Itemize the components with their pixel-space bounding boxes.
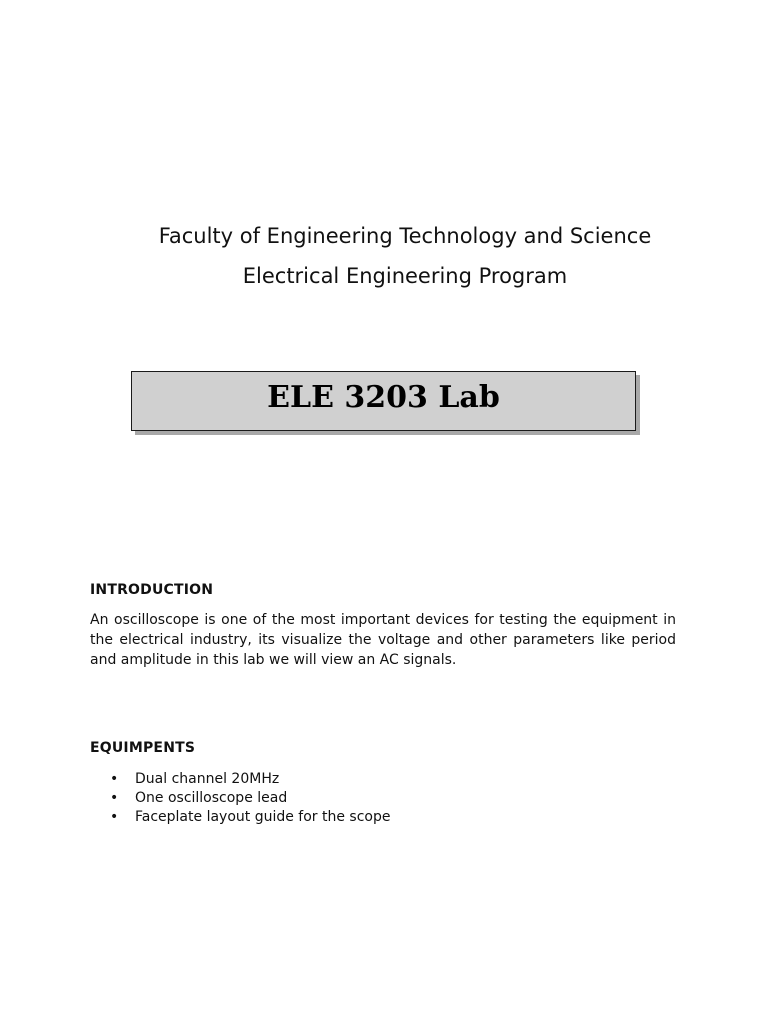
bullet-icon: • xyxy=(110,771,119,787)
faculty-heading: Faculty of Engineering Technology and Science xyxy=(158,224,652,248)
bullet-icon: • xyxy=(110,790,119,806)
list-item xyxy=(90,808,390,827)
list-item xyxy=(90,770,390,789)
list-item-text: Dual channel 20MHz xyxy=(135,771,280,787)
introduction-heading: INTRODUCTION xyxy=(90,582,214,598)
bullet-icon: • xyxy=(110,809,119,825)
document-header xyxy=(0,216,768,296)
equipments-heading: EQUIMPENTS xyxy=(90,740,196,756)
list-item-text: Faceplate layout guide for the scope xyxy=(135,809,391,825)
introduction-paragraph: An oscilloscope is one of the most important devices for testing the equipment in the electrical industry, its visualize the voltage and other parameters like period and amplitude in this lab we will view an AC signals. xyxy=(90,612,676,668)
list-item-text: One oscilloscope lead xyxy=(135,790,288,806)
list-item xyxy=(90,789,390,808)
program-heading: Electrical Engineering Program xyxy=(242,264,568,288)
lab-title-box xyxy=(131,371,636,431)
lab-title: ELE 3203 Lab xyxy=(267,379,500,415)
equipment-list xyxy=(90,770,390,827)
